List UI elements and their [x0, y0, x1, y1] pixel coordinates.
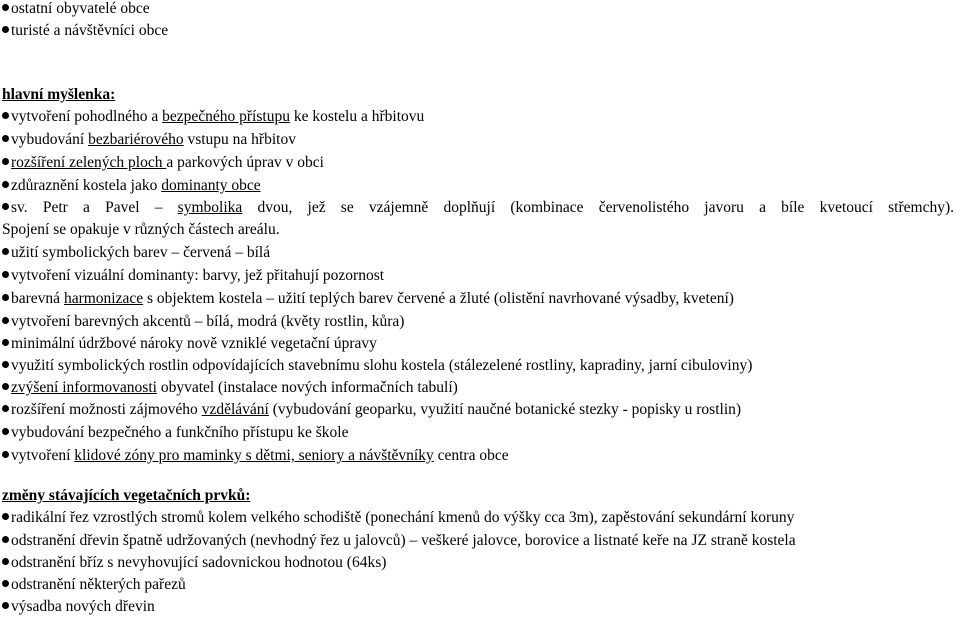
list-item — [2, 423, 954, 442]
bullet-icon — [2, 26, 9, 33]
bullet-icon — [2, 339, 9, 346]
list-item-text: vybudování bezpečného a funkčního přístupu ke škole — [11, 424, 349, 441]
bullet-icon — [2, 513, 9, 520]
bullet-icon — [2, 158, 9, 165]
list-item — [2, 243, 954, 262]
bullet-icon — [2, 558, 9, 565]
bullet-icon — [2, 602, 9, 609]
list-item-text: vytvoření pohodlného a — [11, 108, 163, 125]
bullet-icon — [2, 405, 9, 412]
bullet-icon — [2, 112, 9, 119]
list-item-text: bezpečného přístupu — [162, 108, 290, 125]
bullet-icon — [2, 580, 9, 587]
bullet-icon — [2, 4, 9, 11]
list-item-text: centra obce — [433, 447, 509, 464]
list-item — [2, 21, 954, 40]
list-item — [2, 400, 954, 419]
list-item-text: sv. Petr a Pavel – — [11, 199, 178, 216]
list-item — [2, 176, 954, 195]
list-item-text: rozšíření možnosti zájmového — [11, 401, 202, 418]
list-item — [2, 597, 954, 616]
bullet-icon — [2, 383, 9, 390]
list-item-text: s objektem kostela – užití teplých barev červené a žluté (olistění navrhované výsadby, kvetení) — [143, 290, 734, 307]
list-item-text: odstranění bříz s nevyhovující sadovnickou hodnotou (64ks) — [11, 554, 387, 571]
list-item-text: ostatní obyvatelé obce — [11, 0, 150, 17]
list-item-text: zdůraznění kostela jako — [11, 177, 162, 194]
list-item — [2, 356, 954, 375]
list-item — [2, 553, 954, 572]
list-item-text: klidové zóny pro maminky s dětmi, seniory a návštěvníky — [74, 447, 434, 464]
list-item-text: vstupu na hřbitov — [183, 131, 296, 148]
bullet-icon — [2, 428, 9, 435]
list-item-text: a parkových úprav v obci — [166, 154, 324, 171]
list-item-text: obyvatel (instalace nových informačních tabulí) — [156, 379, 458, 396]
list-item-text: symbolika — [177, 199, 243, 216]
bullet-icon — [2, 317, 9, 324]
list-item-text: zvýšení informovanosti — [11, 379, 157, 396]
main-idea-heading: hlavní myšlenka: — [2, 86, 116, 103]
list-item — [2, 153, 954, 172]
list-item-text: vytvoření barevných akcentů – bílá, modrá (květy rostlin, kůra) — [11, 313, 405, 330]
bullet-icon — [2, 294, 9, 301]
list-item-text: vytvoření — [11, 447, 75, 464]
bullet-icon — [2, 181, 9, 188]
list-item-text: minimální údržbové nároky nově vzniklé vegetační úpravy — [11, 335, 377, 352]
list-item-text: odstranění dřevin špatně udržovaných (nevhodný řez u jalovců) – veškeré jalovce, borovice a listnaté keře na JZ straně kostela — [11, 532, 796, 549]
bullet-icon — [2, 361, 9, 368]
list-item — [2, 130, 954, 149]
list-item — [2, 378, 954, 397]
list-item-text: rozšíření zelených ploch — [11, 154, 167, 171]
list-item-text: využití symbolických rostlin odpovídajících stavebnímu slohu kostela (stálezelené rostliny, kapradiny, jarní cibuloviny) — [11, 357, 753, 374]
vegetation-changes-heading: změny stávajících vegetačních prvků: — [2, 487, 251, 504]
list-item-text: turisté a návštěvníci obce — [11, 22, 169, 39]
list-item — [2, 508, 954, 527]
bullet-icon — [2, 203, 9, 210]
list-item-text: bezbariérového — [88, 131, 184, 148]
list-item-text: (vybudování geoparku, využití naučné botanické stezky - popisky u rostlin) — [268, 401, 742, 418]
list-item — [2, 198, 954, 217]
list-item-text: radikální řez vzrostlých stromů kolem velkého schodiště (ponechání kmenů do výšky cca 3m), zapěstování sekundární koruny — [11, 509, 795, 526]
bullet-icon — [2, 536, 9, 543]
list-item-text: dvou, jež se vzájemně doplňují (kombinace červenolistého javoru a bíle kvetoucí střemchy). — [242, 199, 954, 216]
list-item-text: vytvoření vizuální dominanty: barvy, jež přitahují pozornost — [11, 267, 385, 284]
list-item-text: dominanty obce — [161, 177, 261, 194]
list-item — [2, 531, 954, 550]
bullet-icon — [2, 248, 9, 255]
list-item — [2, 107, 954, 126]
list-item-text: výsadba nových dřevin — [11, 598, 155, 615]
list-item — [2, 446, 954, 465]
list-item — [2, 266, 954, 285]
list-item — [2, 312, 954, 331]
list-item — [2, 575, 954, 594]
list-item-continuation: Spojení se opakuje v různých částech areálu. — [2, 221, 280, 238]
list-item — [2, 0, 954, 18]
list-item — [2, 334, 954, 353]
bullet-icon — [2, 271, 9, 278]
list-item-text: odstranění některých pařezů — [11, 576, 186, 593]
list-item-text: vzdělávání — [201, 401, 269, 418]
list-item — [2, 289, 954, 308]
list-item-text: vybudování — [11, 131, 89, 148]
list-item-text: ke kostelu a hřbitovu — [289, 108, 425, 125]
bullet-icon — [2, 451, 9, 458]
bullet-icon — [2, 135, 9, 142]
list-item-text: harmonizace — [63, 290, 144, 307]
list-item-text: barevná — [11, 290, 64, 307]
list-item-text: užití symbolických barev – červená – bílá — [11, 244, 271, 261]
